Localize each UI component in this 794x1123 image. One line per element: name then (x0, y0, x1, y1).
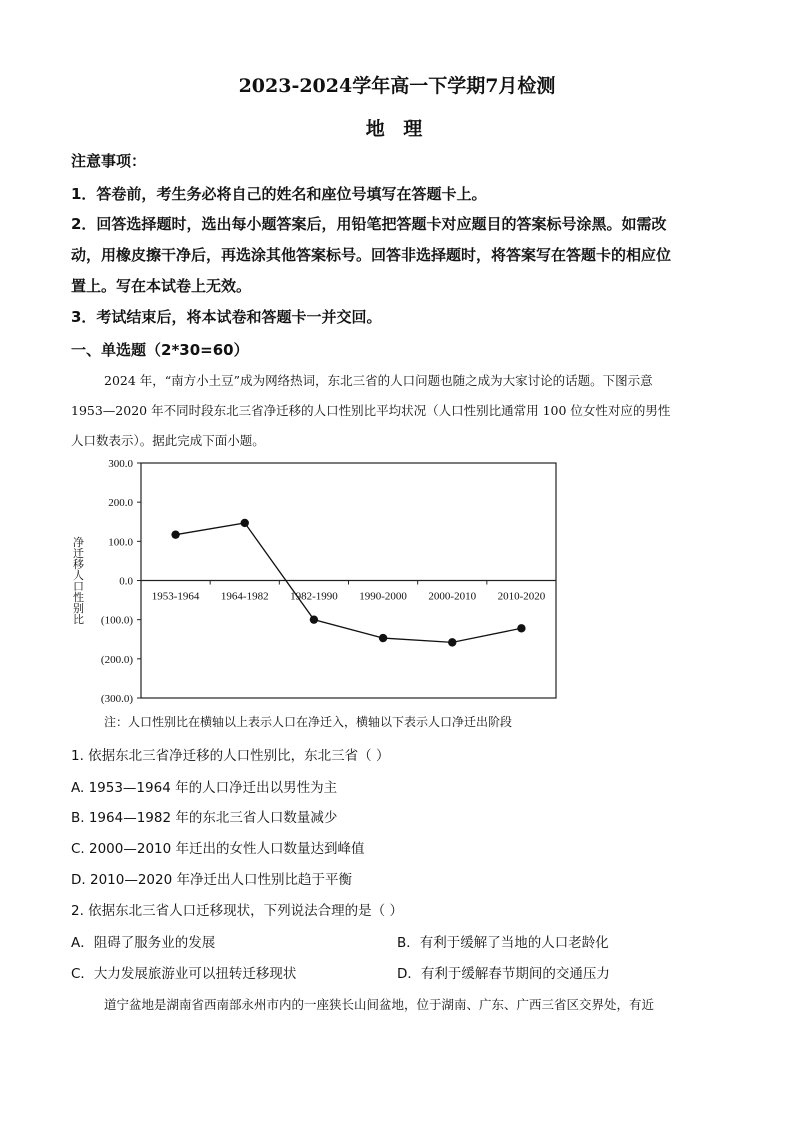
sex-ratio-chart (66, 455, 566, 715)
data-point (517, 624, 525, 632)
y-tick-label: 0.0 (119, 575, 133, 588)
question-2-option-b[interactable]: B．有利于缓解了当地的人口老龄化 (397, 935, 609, 951)
question-2-option-c[interactable]: C．大力发展旅游业可以扭转迁移现状 (71, 966, 297, 982)
data-point (379, 634, 387, 642)
question-1-stem: 1. 依据东北三省净迁移的人口性别比，东北三省（ ） (71, 748, 390, 764)
x-tick-label: 1953-1964 (151, 590, 200, 603)
chart-note: 注：人口性别比在横轴以上表示人口在净迁入，横轴以下表示人口净迁出阶段 (104, 715, 513, 729)
section-heading: 一、单选题（2*30=60） (71, 341, 249, 359)
x-tick-label: 1964-1982 (220, 590, 269, 603)
y-tick-label: (100.0) (100, 614, 133, 627)
question-1-option-b[interactable]: B. 1964—1982 年的东北三省人口数量减少 (71, 810, 338, 826)
intro-line: 人口数表示）。据此完成下面小题。 (71, 433, 265, 448)
y-tick-label: 300.0 (108, 458, 133, 470)
intro-line: 2024 年，“南方小土豆”成为网络热词，东北三省的人口问题也随之成为大家讨论的话题。下图示意 (104, 373, 653, 388)
question-1-option-a[interactable]: A. 1953—1964 年的人口净迁出以男性为主 (71, 780, 338, 796)
y-tick-label: (200.0) (100, 653, 133, 666)
intro-line: 1953—2020 年不同时段东北三省净迁移的人口性别比平均状况（人口性别比通常用 100 位女性对应的男性 (71, 403, 671, 418)
notice-item: 3．考试结束后，将本试卷和答题卡一并交回。 (71, 308, 382, 326)
next-intro-line: 道宁盆地是湖南省西南部永州市内的一座狭长山间盆地，位于湖南、广东、广西三省区交界处，有近 (104, 997, 655, 1012)
data-point (310, 615, 318, 623)
data-point (171, 530, 179, 538)
question-2-option-a[interactable]: A．阻碍了服务业的发展 (71, 935, 216, 951)
question-1-option-c[interactable]: C. 2000—2010 年迁出的女性人口数量达到峰值 (71, 841, 365, 857)
data-point (241, 519, 249, 527)
exam-title: 2023-2024学年高一下学期7月检测 (238, 75, 556, 97)
x-tick-label: 1990-2000 (359, 590, 407, 603)
notice-item: 置上。写在本试卷上无效。 (71, 277, 252, 295)
notice-item: 2．回答选择题时，选出每小题答案后，用铅笔把答题卡对应题目的答案标号涂黑。如需改 (71, 215, 667, 233)
question-2-stem: 2. 依据东北三省人口迁移现状，下列说法合理的是（ ） (71, 903, 403, 919)
notice-item: 1．答卷前，考生务必将自己的姓名和座位号填写在答题卡上。 (71, 185, 487, 203)
notice-item: 动，用橡皮擦干净后，再选涂其他答案标号。回答非选择题时，将答案写在答题卡的相应位 (71, 246, 672, 264)
y-tick-label: 200.0 (108, 497, 133, 510)
notice-heading: 注意事项： (71, 152, 147, 170)
x-tick-label: 1982-1990 (290, 590, 338, 603)
question-1-option-d[interactable]: D. 2010—2020 年净迁出人口性别比趋于平衡 (71, 872, 352, 888)
y-tick-label: (300.0) (100, 693, 133, 705)
x-tick-label: 2010-2020 (497, 590, 546, 603)
exam-subject: 地 理 (365, 118, 429, 140)
x-tick-label: 2000-2010 (428, 590, 477, 603)
question-2-option-d[interactable]: D．有利于缓解春节期间的交通压力 (397, 966, 610, 982)
y-axis-label: 净迁移人口性别比 (71, 536, 85, 625)
y-tick-label: 100.0 (108, 536, 133, 549)
data-point (448, 638, 456, 646)
